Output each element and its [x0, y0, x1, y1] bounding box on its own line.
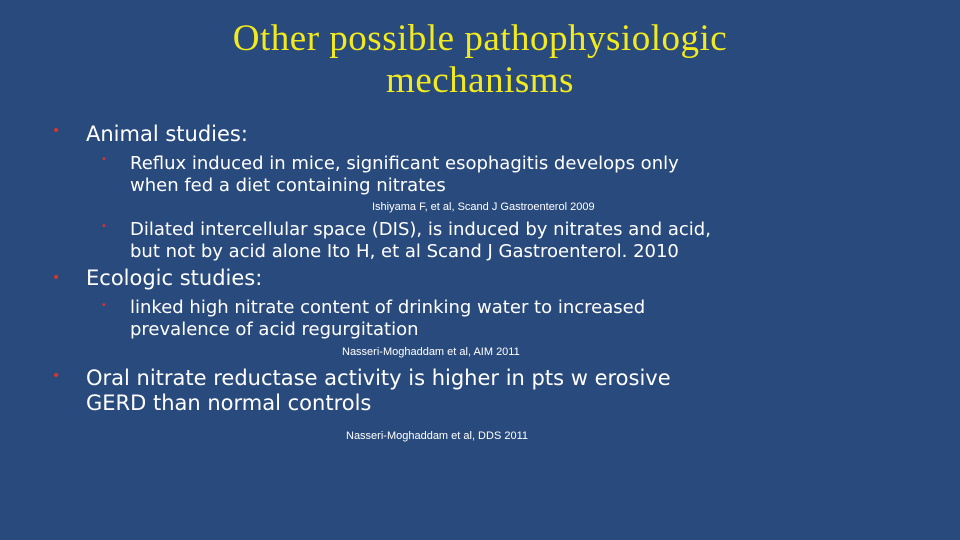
bullet-icon: •	[52, 270, 61, 286]
sub-item-line: when fed a diet containing nitrates	[130, 175, 446, 196]
sub-item-line: prevalence of acid regurgitation	[130, 319, 419, 340]
sub-item-line: linked high nitrate content of drinking water to increased	[130, 297, 646, 318]
bullet-icon: •	[52, 123, 61, 139]
title-line-2: mechanisms	[386, 60, 574, 101]
item-line: GERD than normal controls	[86, 391, 372, 415]
bullet-icon: •	[101, 300, 107, 311]
slide-title	[0, 18, 960, 102]
sub-item-line: Dilated intercellular space (DIS), is induced by nitrates and acid,	[130, 219, 711, 240]
bullet-icon: •	[101, 154, 107, 165]
sub-item-line: Reflux induced in mice, significant esophagitis develops only	[130, 153, 679, 174]
title-line-1: Other possible pathophysiologic	[232, 18, 728, 59]
bullet-icon: •	[101, 221, 107, 232]
citation: Nasseri-Moghaddam et al, DDS 2011	[346, 430, 528, 442]
heading-ecologic-studies: Ecologic studies:	[86, 266, 263, 290]
citation: Ishiyama F, et al, Scand J Gastroenterol 2009	[372, 201, 595, 213]
citation: Nasseri-Moghaddam et al, AIM 2011	[342, 346, 520, 358]
bullet-icon: •	[52, 368, 61, 384]
sub-item-line: but not by acid alone Ito H, et al Scand J Gastroenterol. 2010	[130, 241, 679, 262]
heading-animal-studies: Animal studies:	[86, 122, 248, 146]
item-line: Oral nitrate reductase activity is higher in pts w erosive	[86, 366, 671, 390]
